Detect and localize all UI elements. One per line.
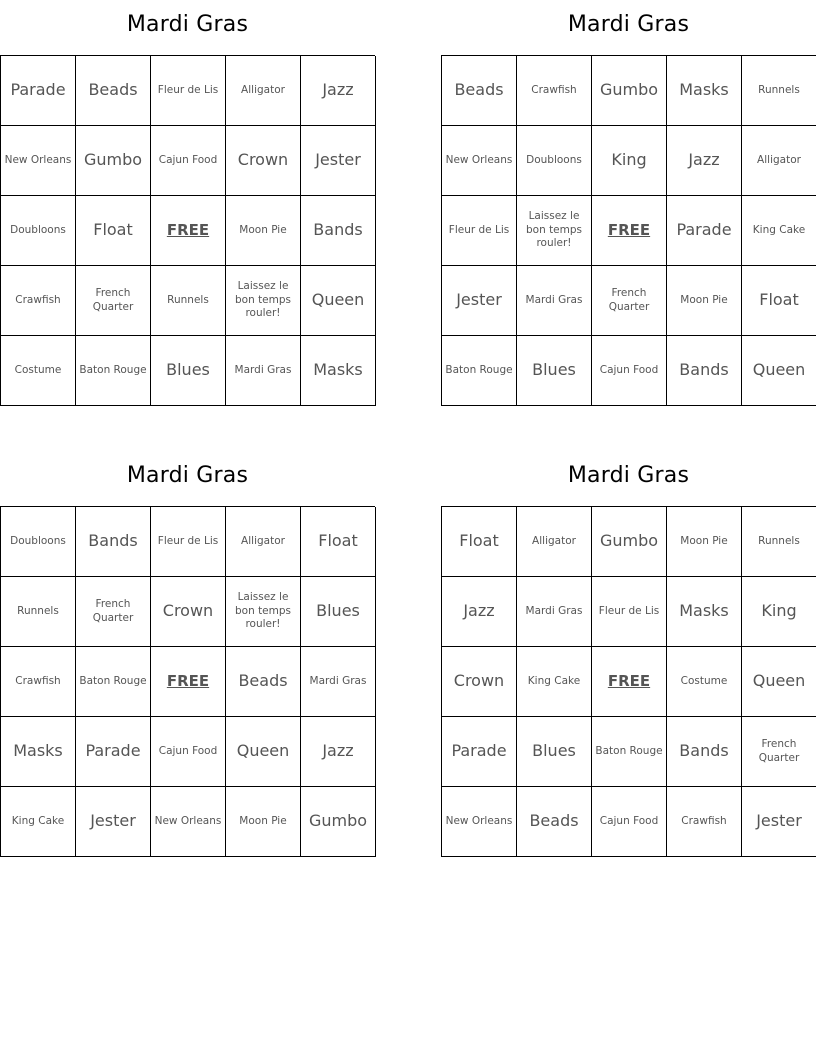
- bingo-cell: Mardi Gras: [517, 266, 592, 336]
- bingo-cell: Mardi Gras: [226, 336, 301, 406]
- bingo-cell: New Orleans: [1, 126, 76, 196]
- bingo-cell: French Quarter: [76, 577, 151, 647]
- bingo-cell: Float: [742, 266, 816, 336]
- bingo-cell: Float: [301, 507, 376, 577]
- card-title: Mardi Gras: [126, 463, 249, 488]
- bingo-cell: Costume: [1, 336, 76, 406]
- bingo-cell: Beads: [76, 56, 151, 126]
- bingo-cell: Fleur de Lis: [442, 196, 517, 266]
- bingo-cell: Jester: [301, 126, 376, 196]
- bingo-cell: Jazz: [667, 126, 742, 196]
- bingo-cell: Bands: [667, 717, 742, 787]
- bingo-cell: Beads: [517, 787, 592, 857]
- bingo-cell: Masks: [667, 577, 742, 647]
- bingo-grid: [0, 55, 375, 406]
- bingo-cell: Masks: [667, 56, 742, 126]
- bingo-cell: Queen: [301, 266, 376, 336]
- bingo-cell: Blues: [517, 717, 592, 787]
- bingo-cell: Masks: [1, 717, 76, 787]
- bingo-cell: Jazz: [301, 56, 376, 126]
- bingo-cell: Doubloons: [1, 196, 76, 266]
- bingo-grid: [441, 506, 816, 857]
- bingo-cell: Baton Rouge: [592, 717, 667, 787]
- bingo-cell: Crawfish: [517, 56, 592, 126]
- bingo-cell: Crown: [226, 126, 301, 196]
- bingo-cell: Alligator: [226, 507, 301, 577]
- bingo-cell: Alligator: [226, 56, 301, 126]
- bingo-cell: Float: [76, 196, 151, 266]
- bingo-cell: Blues: [517, 336, 592, 406]
- bingo-cell: Cajun Food: [151, 126, 226, 196]
- bingo-cell: Baton Rouge: [76, 647, 151, 717]
- bingo-cell: Jazz: [301, 717, 376, 787]
- bingo-cell: Baton Rouge: [76, 336, 151, 406]
- bingo-cell: Blues: [151, 336, 226, 406]
- bingo-cell: Queen: [226, 717, 301, 787]
- bingo-cell: Runnels: [742, 56, 816, 126]
- bingo-cell: Jester: [742, 787, 816, 857]
- bingo-cell: King Cake: [742, 196, 816, 266]
- bingo-cell: Fleur de Lis: [151, 56, 226, 126]
- bingo-cell: Moon Pie: [226, 196, 301, 266]
- bingo-cell: Laissez le bon temps rouler!: [226, 577, 301, 647]
- bingo-cell: Float: [442, 507, 517, 577]
- bingo-cell: Bands: [667, 336, 742, 406]
- bingo-cell: Jester: [442, 266, 517, 336]
- card-title: Mardi Gras: [567, 12, 690, 37]
- bingo-cell: Gumbo: [592, 507, 667, 577]
- bingo-cell: Doubloons: [517, 126, 592, 196]
- bingo-cell: Runnels: [151, 266, 226, 336]
- bingo-cell: Laissez le bon temps rouler!: [226, 266, 301, 336]
- bingo-cell: King Cake: [517, 647, 592, 717]
- bingo-cell: Crawfish: [667, 787, 742, 857]
- card-title: Mardi Gras: [126, 12, 249, 37]
- bingo-cell: Doubloons: [1, 507, 76, 577]
- bingo-cell: New Orleans: [442, 787, 517, 857]
- card-title: Mardi Gras: [567, 463, 690, 488]
- bingo-cell: Mardi Gras: [517, 577, 592, 647]
- bingo-cell: Alligator: [742, 126, 816, 196]
- bingo-cell: Queen: [742, 647, 816, 717]
- bingo-cell: French Quarter: [742, 717, 816, 787]
- bingo-cell: Moon Pie: [667, 507, 742, 577]
- free-space-cell: FREE: [592, 647, 667, 717]
- bingo-cell: Jester: [76, 787, 151, 857]
- bingo-cell: King Cake: [1, 787, 76, 857]
- bingo-cell: Crown: [151, 577, 226, 647]
- bingo-cell: Gumbo: [76, 126, 151, 196]
- bingo-cell: Costume: [667, 647, 742, 717]
- bingo-cell: Alligator: [517, 507, 592, 577]
- bingo-cell: Parade: [442, 717, 517, 787]
- bingo-cell: Bands: [301, 196, 376, 266]
- bingo-grid: [0, 506, 375, 857]
- bingo-cell: Bands: [76, 507, 151, 577]
- bingo-cell: Beads: [226, 647, 301, 717]
- bingo-grid: [441, 55, 816, 406]
- bingo-cell: Crawfish: [1, 647, 76, 717]
- bingo-cell: Gumbo: [592, 56, 667, 126]
- bingo-cell: Baton Rouge: [442, 336, 517, 406]
- bingo-cell: Laissez le bon temps rouler!: [517, 196, 592, 266]
- bingo-cell: Mardi Gras: [301, 647, 376, 717]
- bingo-cell: Parade: [76, 717, 151, 787]
- bingo-cell: French Quarter: [592, 266, 667, 336]
- bingo-cell: Cajun Food: [592, 336, 667, 406]
- bingo-cell: Cajun Food: [592, 787, 667, 857]
- bingo-cell: Blues: [301, 577, 376, 647]
- bingo-cell: Moon Pie: [226, 787, 301, 857]
- bingo-cell: Crawfish: [1, 266, 76, 336]
- free-space-cell: FREE: [151, 196, 226, 266]
- bingo-cell: Runnels: [742, 507, 816, 577]
- bingo-cell: Fleur de Lis: [592, 577, 667, 647]
- bingo-cell: King: [592, 126, 667, 196]
- bingo-cell: Parade: [667, 196, 742, 266]
- bingo-cell: Masks: [301, 336, 376, 406]
- bingo-cell: King: [742, 577, 816, 647]
- bingo-cell: Parade: [1, 56, 76, 126]
- bingo-cell: French Quarter: [76, 266, 151, 336]
- bingo-cell: Jazz: [442, 577, 517, 647]
- bingo-cell: Beads: [442, 56, 517, 126]
- bingo-cell: Crown: [442, 647, 517, 717]
- bingo-cell: Runnels: [1, 577, 76, 647]
- bingo-cell: New Orleans: [151, 787, 226, 857]
- bingo-cell: Queen: [742, 336, 816, 406]
- free-space-cell: FREE: [151, 647, 226, 717]
- bingo-cell: New Orleans: [442, 126, 517, 196]
- bingo-cell: Cajun Food: [151, 717, 226, 787]
- bingo-cell: Fleur de Lis: [151, 507, 226, 577]
- bingo-cell: Gumbo: [301, 787, 376, 857]
- free-space-cell: FREE: [592, 196, 667, 266]
- bingo-cell: Moon Pie: [667, 266, 742, 336]
